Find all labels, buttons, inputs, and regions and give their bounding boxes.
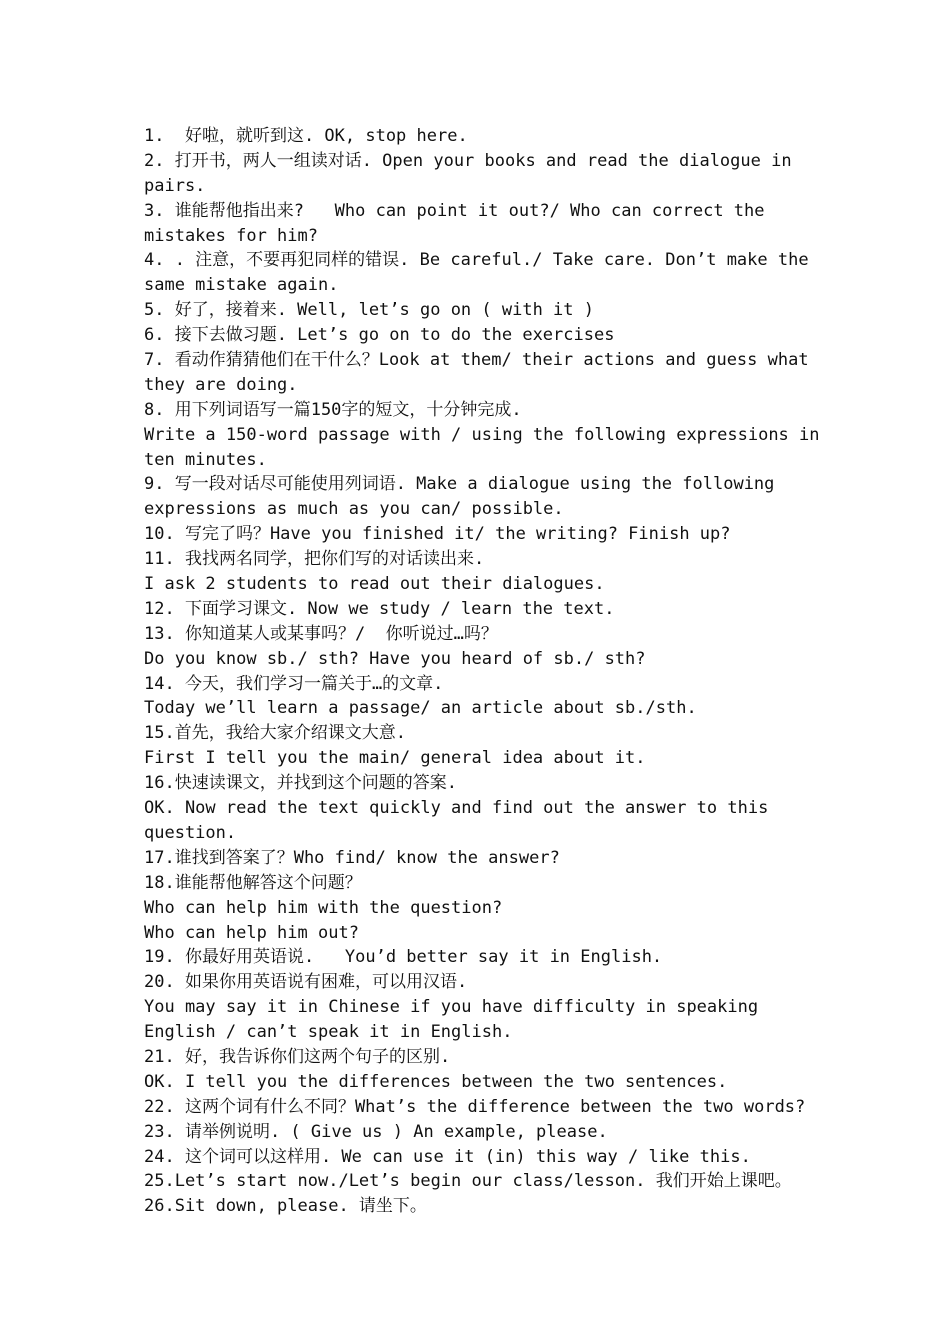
text-line: Do you know sb./ sth? Have you heard of sb./ sth?: [144, 648, 646, 669]
text-line: 14. 今天，我们学习一篇关于…的文章.: [144, 673, 444, 694]
text-line: expressions as much as you can/ possible.: [144, 499, 564, 520]
text-line: 7. 看动作猜猜他们在干什么？Look at them/ their actions and guess what: [144, 350, 809, 371]
text-line: ten minutes.: [144, 449, 267, 470]
text-line: 18.谁能帮他解答这个问题？: [144, 872, 362, 893]
text-line: 2. 打开书，两人一组读对话. Open your books and read the dialogue in: [144, 150, 792, 171]
text-line: pairs.: [144, 175, 206, 196]
text-line: 1. 好啦，就听到这. OK, stop here.: [144, 126, 468, 146]
text-line: First I tell you the main/ general idea about it.: [144, 748, 646, 769]
text-line: 12. 下面学习课文. Now we study / learn the text.: [144, 598, 615, 619]
text-line: Write a 150-word passage with / using the following expressions in: [144, 424, 820, 445]
text-line: 26.Sit down, please. 请坐下。: [144, 1196, 427, 1217]
text-line: 13. 你知道某人或某事吗？/ 你听说过…吗？: [144, 623, 498, 644]
text-line: I ask 2 students to read out their dialogues.: [144, 574, 605, 595]
text-line: 10. 写完了吗？Have you finished it/ the writing? Finish up?: [144, 524, 731, 545]
text-line: 19. 你最好用英语说. You’d better say it in English.: [144, 947, 663, 968]
text-line: 9. 写一段对话尽可能使用列词语. Make a dialogue using the following: [144, 474, 775, 495]
text-line: 8. 用下列词语写一篇150字的短文，十分钟完成.: [144, 399, 522, 420]
text-line: You may say it in Chinese if you have difficulty in speaking: [144, 997, 759, 1018]
text-line: 25.Let’s start now./Let’s begin our class/lesson. 我们开始上课吧。: [144, 1171, 792, 1192]
text-line: 21. 好，我告诉你们这两个句子的区别.: [144, 1046, 451, 1067]
text-line: 23. 请举例说明. ( Give us ) An example, please.: [144, 1121, 608, 1142]
text-line: 17.谁找到答案了？Who find/ know the answer?: [144, 847, 560, 868]
text-line: OK. Now read the text quickly and find out the answer to this: [144, 798, 769, 819]
text-line: Who can help him with the question?: [144, 897, 503, 918]
text-line: 3. 谁能帮他指出来? Who can point it out?/ Who can correct the: [144, 200, 765, 221]
text-line: OK. I tell you the differences between the two sentences.: [144, 1071, 728, 1092]
text-line: same mistake again.: [144, 275, 339, 296]
text-line: 24. 这个词可以这样用. We can use it (in) this way / like this.: [144, 1146, 751, 1167]
text-line: 5. 好了，接着来. Well, let’s go on ( with it ): [144, 300, 594, 321]
text-line: Who can help him out?: [144, 922, 359, 943]
text-line: 20. 如果你用英语说有困难，可以用汉语.: [144, 972, 468, 993]
document-body: [144, 124, 824, 1219]
text-line: 15.首先，我给大家介绍课文大意.: [144, 723, 406, 744]
text-line: 22. 这两个词有什么不同？What’s the difference between the two words?: [144, 1096, 806, 1117]
text-line: they are doing.: [144, 374, 298, 395]
text-line: 16.快速读课文，并找到这个问题的答案.: [144, 773, 457, 794]
text-line: mistakes for him?: [144, 225, 318, 246]
text-line: English / can’t speak it in English.: [144, 1022, 513, 1043]
text-line: 4. . 注意，不要再犯同样的错误. Be careful./ Take care. Don’t make the: [144, 250, 809, 271]
text-line: question.: [144, 822, 237, 843]
text-line: Today we’ll learn a passage/ an article about sb./sth.: [144, 698, 697, 719]
text-line: 6. 接下去做习题. Let’s go on to do the exercises: [144, 325, 615, 346]
text-line: 11. 我找两名同学，把你们写的对话读出来.: [144, 549, 485, 570]
